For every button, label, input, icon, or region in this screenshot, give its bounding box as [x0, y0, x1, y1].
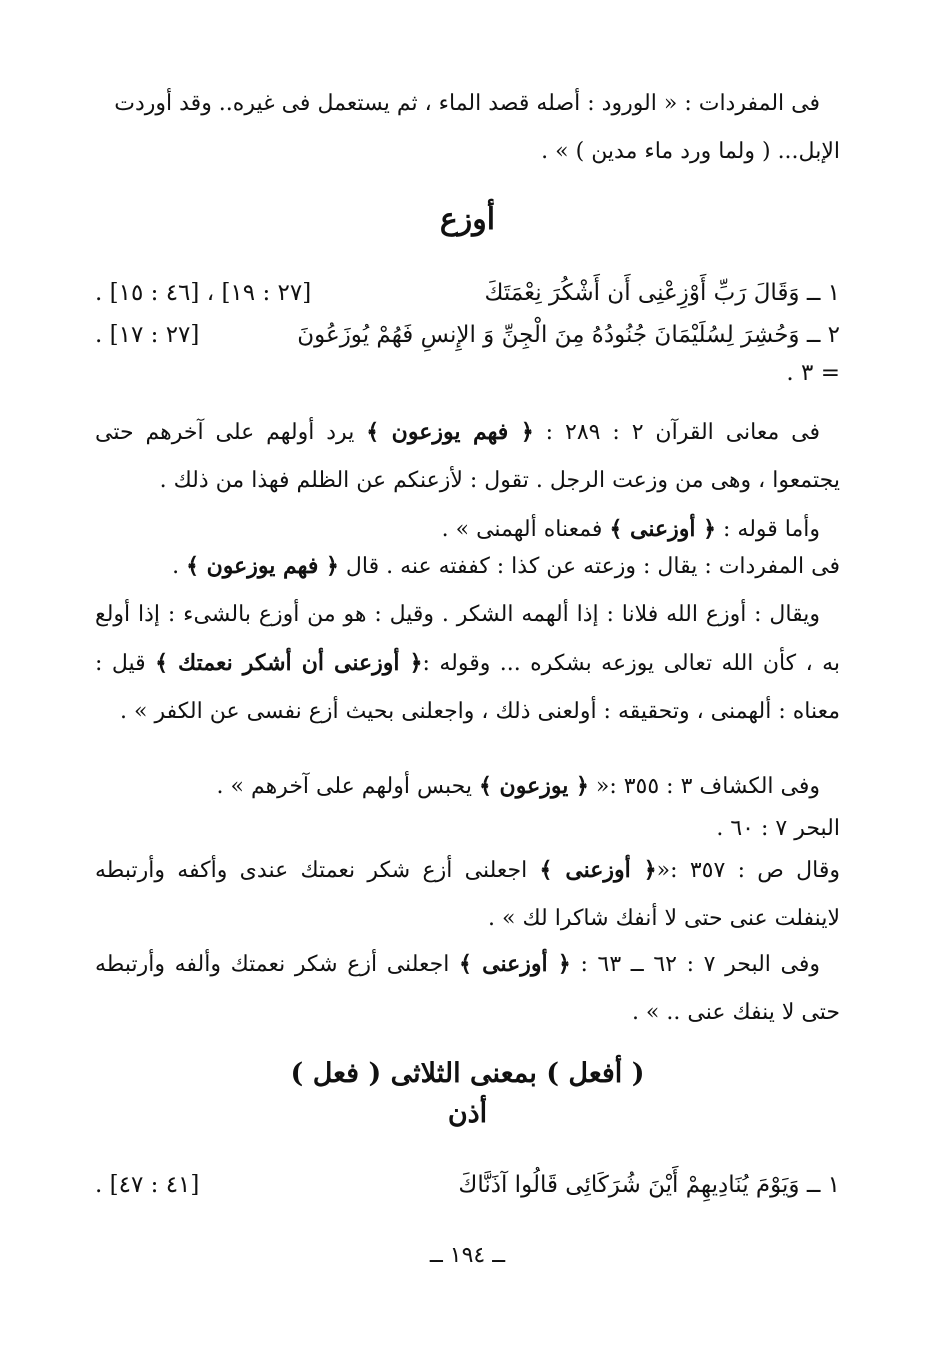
verse-1-text: ١ ــ وَقَالَ رَبِّ أَوْزِعْنِى أَن أَشْكُرَ نِعْمَتَكَ	[484, 280, 840, 306]
intro-paragraph	[95, 80, 840, 176]
qal-text	[95, 846, 840, 943]
maani-explanation: يرد أولهم على آخرهم حتى يجتمعوا ، وهى من وزعت الرجل . تقول : لأزعنكم عن الظلم فهذا من ذلك .	[95, 420, 840, 493]
qal-paragraph	[95, 846, 840, 943]
verse-2	[95, 322, 840, 362]
mufradat-meaning: قيل : معناه : ألهمنى ، وتحقيقه : أولعنى ذلك ، واجعلنى بحيث أزع نفسى عن الكفر » .	[95, 651, 840, 724]
heading-awza: أوزع	[439, 202, 496, 237]
verse-adhin-1-text: ١ ــ وَيَوْمَ يُنَادِيهِمْ أَيْنَ شُرَكَائِى قَالُوا آذَنَّاكَ	[458, 1172, 840, 1198]
maani-lead: وأما قوله :	[716, 517, 820, 542]
qal-source: وقال ص : ٣٥٧ :«	[656, 858, 840, 883]
bahr-quote: ﴿ أوزعنى ﴾	[458, 951, 571, 977]
mufradat-text-2	[95, 591, 840, 736]
kashaf-bahr-ref: البحر ٧ : ٦٠ .	[716, 816, 840, 841]
verse-3	[95, 360, 840, 400]
bahr-paragraph	[95, 940, 840, 1037]
maani-meaning: فمعناه ألهمنى » .	[441, 517, 610, 542]
maani-source: فى معانى القرآن ٢ : ٢٨٩ :	[533, 420, 821, 445]
mufradat-quote-1: ﴿ فهم يوزعون ﴾	[186, 553, 339, 579]
page-number: ــ ١٩٤ ــ	[429, 1243, 506, 1268]
heading-afala: ( أفعل ) بمعنى الثلاثى ( فعل )	[290, 1058, 645, 1089]
mufradat-end: .	[172, 554, 187, 579]
kashaf-paragraph	[95, 762, 840, 847]
verse-1	[95, 280, 840, 320]
kashaf-quote: ﴿ يوزعون ﴾	[479, 773, 589, 799]
heading-adhin: أذن	[447, 1098, 488, 1129]
bahr-source: وفى البحر ٧ : ٦٢ ــ ٦٣ :	[570, 952, 821, 977]
kashaf-text	[95, 762, 840, 811]
verse-adhin-1	[95, 1172, 840, 1212]
kashaf-source: وفى الكشاف ٣ : ٣٥٥ :«	[588, 774, 820, 799]
mufradat-paragraph	[95, 542, 840, 736]
maani-quote-1: ﴿ فهم يوزعون ﴾	[366, 419, 534, 445]
mufradat-source: فى المفردات : يقال : وزعته عن كذا : كففته عنه . قال	[338, 554, 840, 579]
verse-adhin-1-ref: [٤١ : ٤٧] .	[95, 1172, 200, 1198]
bahr-text	[95, 940, 840, 1037]
qal-meaning: اجعلنى أزع شكر نعمتك عندى وأكفه وأرتبطه لاينفلت عنى حتى لا أنفك شاكرا لك » .	[95, 858, 840, 931]
verse-2-ref: [٢٧ : ١٧] .	[95, 322, 200, 348]
mufradat-saying: ويقال : أوزع الله فلانا : إذا ألهمه الشكر . وقيل : هو من أوزع بالشىء : إذا أولع به ، كأن الله تعالى يوزعه بشكره ... وقوله :	[95, 602, 841, 676]
mufradat-text	[95, 542, 840, 591]
kashaf-meaning: يحبس أولهم على آخرهم » .	[216, 774, 479, 799]
mufradat-quote-2: ﴿ أوزعنى أن أشكر نعمتك ﴾	[155, 650, 423, 676]
qal-quote: ﴿ أوزعنى ﴾	[539, 857, 657, 883]
verse-3-text: = ٣ .	[786, 360, 840, 386]
intro-line-2: الإبل... ( ولما ورد ماء مدين ) » .	[541, 139, 840, 164]
verse-2-text: ٢ ــ وَحُشِرَ لِسُلَيْمَانَ جُنُودُهُ مِنَ الْجِنِّ وَ الإِنسِ فَهُمْ يُوزَعُونَ	[297, 322, 840, 348]
intro-line-1: فى المفردات : « الورود : أصله قصد الماء ، ثم يستعمل فى غيره.. وقد أوردت	[114, 91, 820, 116]
maani-quote-2: ﴿ أوزعنى ﴾	[609, 516, 716, 542]
maani-paragraph	[95, 408, 840, 554]
maani-text	[95, 408, 840, 505]
bahr-meaning: اجعلنى أزع شكر نعمتك وألفه وأرتبطه حتى لا ينفك عنى .. » .	[95, 952, 840, 1025]
verse-1-ref: [٢٧ : ١٩] ، [٤٦ : ١٥] .	[95, 280, 312, 306]
